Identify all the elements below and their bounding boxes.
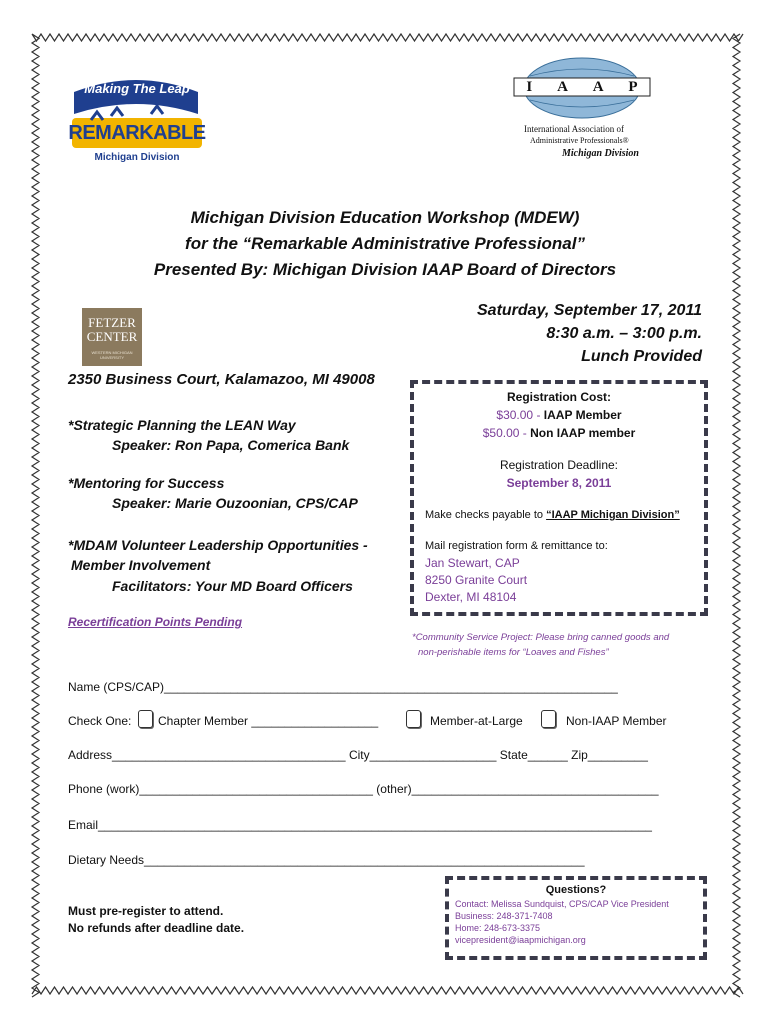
checks-text: Make checks payable to (425, 509, 547, 521)
nonmember-price: $50.00 - (482, 426, 527, 440)
nonmember-price-label: Non IAAP member (526, 426, 636, 440)
iaap-letters (514, 78, 650, 96)
title-line-3: Presented By: Michigan Division IAAP Board of Directors (153, 260, 617, 279)
logo-making-the-leap: Making The Leap (84, 81, 190, 96)
questions-title: Questions? (545, 884, 607, 896)
fetzer-center-logo (82, 308, 142, 366)
community-line-2: non-perishable items for “Loaves and Fishes” (418, 647, 609, 658)
event-address: 2350 Business Court, Kalamazoo, MI 49008 (68, 371, 375, 388)
session-1-speaker: Speaker: Ron Papa, Comerica Bank (112, 437, 350, 453)
email-field[interactable]: Email___________________________________________________________________________________ (68, 818, 652, 832)
session-1-title: *Strategic Planning the LEAN Way (68, 417, 296, 433)
nonmember-price-row (414, 426, 704, 440)
member-at-large-label: Member-at-Large (430, 714, 523, 728)
session-3-title: *MDAM Volunteer Leadership Opportunities - (68, 537, 368, 553)
iaap-letter: A (592, 78, 604, 95)
event-lunch: Lunch Provided (581, 348, 702, 365)
fetzer-line2: CENTER (86, 329, 138, 344)
logo-to: To (130, 104, 144, 116)
session-2-title: *Mentoring for Success (68, 475, 225, 491)
iaap-logo (510, 52, 670, 164)
preregister-note: Must pre-register to attend. (68, 904, 224, 918)
logo-remarkable: REMARKABLE (68, 122, 206, 144)
logo-michigan-division: Michigan Division (94, 152, 180, 163)
checks-payable (425, 509, 680, 521)
phone-field[interactable]: Phone (work)___________________________________ (other)_____________________________________ (68, 782, 659, 796)
registration-cost-label: Registration Cost: (506, 390, 611, 404)
non-iaap-member-label: Non-IAAP Member (566, 714, 667, 728)
questions-contact: Contact: Melissa Sundquist, CPS/CAP Vice President (455, 899, 669, 909)
session-3-title-2: Member Involvement (71, 557, 211, 573)
recertification-note: Recertification Points Pending (68, 615, 243, 629)
mail-street: 8250 Granite Court (425, 573, 528, 587)
chapter-member-checkbox[interactable] (138, 710, 153, 728)
session-3-facilitators: Facilitators: Your MD Board Officers (112, 578, 353, 594)
iaap-line1: International Association of (524, 124, 624, 134)
questions-email[interactable]: vicepresident@iaapmichigan.org (455, 935, 586, 945)
chapter-member-label[interactable]: Chapter Member ___________________ (158, 714, 379, 728)
member-price: $30.00 - (496, 408, 541, 422)
iaap-line2: Administrative Professionals® (530, 136, 629, 145)
iaap-letter: I (526, 78, 533, 95)
iaap-line3: Michigan Division (562, 148, 639, 159)
member-price-row (414, 408, 704, 422)
checks-payee: “IAAP Michigan Division” (546, 509, 680, 521)
remarkable-logo (66, 72, 208, 170)
community-line-1: *Community Service Project: Please bring canned goods and (412, 632, 670, 643)
check-one-label: Check One: (68, 714, 132, 728)
questions-business-phone: Business: 248-371-7408 (455, 911, 553, 921)
refund-note: No refunds after deadline date. (68, 921, 245, 935)
session-2-speaker: Speaker: Marie Ouzoonian, CPS/CAP (112, 495, 358, 511)
title-line-2: for the “Remarkable Administrative Professional” (185, 234, 585, 253)
non-iaap-member-checkbox[interactable] (541, 710, 556, 728)
mail-name: Jan Stewart, CAP (425, 556, 520, 570)
event-time: 8:30 a.m. – 3:00 p.m. (546, 325, 702, 342)
iaap-letter: A (557, 78, 568, 95)
mail-city: Dexter, MI 48104 (425, 590, 517, 604)
iaap-letter: P (628, 78, 638, 95)
fetzer-line3: WESTERN MICHIGAN UNIVERSITY (91, 350, 133, 360)
member-at-large-checkbox[interactable] (406, 710, 421, 728)
fetzer-line1: FETZER (88, 315, 136, 330)
registration-deadline-label: Registration Deadline: (499, 458, 619, 472)
registration-deadline: September 8, 2011 (506, 476, 612, 490)
member-price-label: IAAP Member (540, 408, 622, 422)
title-line-1: Michigan Division Education Workshop (MDEW) (190, 208, 580, 227)
mail-instructions: Mail registration form & remittance to: (425, 540, 608, 552)
address-field[interactable]: Address___________________________________ City___________________ State______ Zip_________ (68, 748, 648, 762)
questions-home-phone: Home: 248-673-3375 (455, 923, 541, 933)
event-date: Saturday, September 17, 2011 (477, 302, 702, 319)
name-field[interactable]: Name (CPS/CAP)____________________________________________________________________ (68, 680, 618, 694)
dietary-needs-field[interactable]: Dietary Needs__________________________________________________________________ (68, 853, 585, 867)
